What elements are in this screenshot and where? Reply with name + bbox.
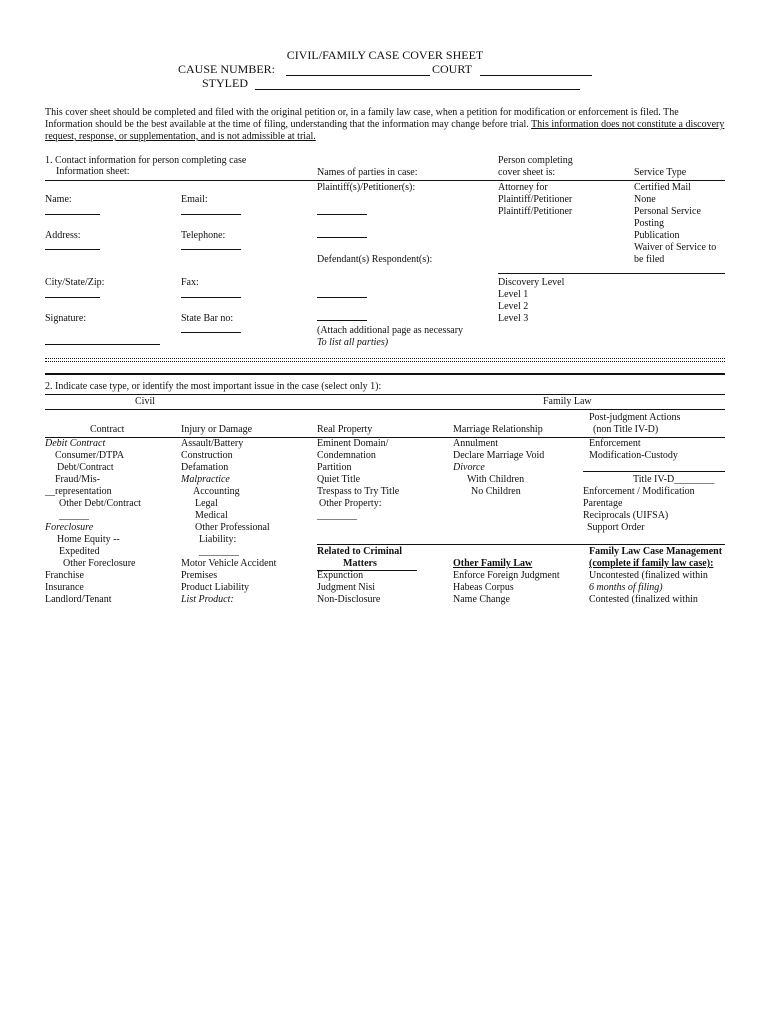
attach-note-2: To list all parties) [317,337,389,348]
list-item[interactable]: Partition [317,462,352,473]
list-item[interactable]: Divorce [453,462,485,473]
list-item[interactable]: Product Liability [181,582,250,593]
signature-field[interactable] [45,344,160,345]
telephone-field[interactable] [181,249,241,250]
list-item[interactable]: ________ [317,510,357,521]
plaintiff-field-2[interactable] [317,237,367,238]
defendants-label: Defendant(s) Respondent(s): [317,254,433,265]
marriage-title: Marriage Relationship [453,424,543,435]
other-family-heading: Other Family Law [453,558,533,569]
list-item[interactable]: Assault/Battery [181,438,244,449]
list-item[interactable]: Enforcement / Modification [583,486,695,497]
list-item[interactable]: Enforcement [589,438,641,449]
service-option[interactable]: be filed [634,254,665,265]
list-item[interactable]: Quiet Title [317,474,361,485]
case-mgmt-heading: Family Law Case Management [589,546,723,557]
plaintiff-field-1[interactable] [317,214,367,215]
list-item[interactable]: Support Order [587,522,645,533]
list-item[interactable]: Name Change [453,594,510,605]
post-judgment-list [589,438,678,462]
list-item[interactable]: Insurance [45,582,84,593]
list-item[interactable]: Consumer/DTPA [55,450,125,461]
family-heading: Family Law [543,396,592,407]
list-item[interactable]: Fraud/Mis- [55,474,100,485]
post-judgment-title: Post-judgment Actions [589,412,681,423]
name-field[interactable] [45,214,100,215]
service-option[interactable]: None [634,194,656,205]
list-item[interactable]: No Children [471,486,521,497]
dotted-separator [45,358,725,359]
discovery-option[interactable]: Level 1 [498,289,529,300]
civil-heading: Civil [135,396,156,407]
discovery-heading: Discovery Level [498,277,565,288]
list-item[interactable]: Reciprocals (UIFSA) [583,510,669,521]
styled-field[interactable] [255,89,580,90]
city-label: City/State/Zip: [45,277,105,288]
section2-heading: 2. Indicate case type, or identify the most important issue in the case (select only 1): [45,381,382,392]
list-item[interactable]: ________ [199,546,239,557]
list-item[interactable]: Parentage [583,498,623,509]
other-family-list [453,570,560,606]
list-item[interactable]: Construction [181,450,233,461]
list-item[interactable]: Expunction [317,570,364,581]
list-item[interactable]: Motor Vehicle Accident [181,558,277,569]
attach-note: (Attach additional page as necessary [317,325,464,336]
list-item[interactable]: Condemnation [317,450,376,461]
state-bar-label: State Bar no: [181,313,234,324]
list-item[interactable]: Annulment [453,438,498,449]
list-item[interactable]: Premises [181,570,218,581]
title-ivd-heading: Title IV-D________ [633,474,715,485]
list-item[interactable]: Foreclosure [45,522,94,533]
case-mgmt-heading-2: (complete if family law case): [589,558,714,569]
address-label: Address: [45,230,81,241]
list-item[interactable]: Home Equity -- [57,534,120,545]
service-options [634,182,716,266]
discovery-option[interactable]: Level 2 [498,301,529,312]
service-option[interactable]: Waiver of Service to [634,242,717,253]
cause-number-field[interactable] [286,75,430,76]
case-mgmt-list [589,570,708,606]
list-item[interactable]: Defamation [181,462,229,473]
list-item[interactable]: Other Foreclosure [63,558,136,569]
lower-rule [317,544,725,545]
list-item[interactable]: Trespass to Try Title [317,486,400,497]
state-bar-field[interactable] [181,332,241,333]
person-option[interactable]: Plaintiff/Petitioner [498,206,573,217]
signature-label: Signature: [45,313,87,324]
criminal-list [317,570,380,606]
plaintiffs-label: Plaintiff(s)/Petitioner(s): [317,182,416,193]
person-heading-2: cover sheet is: [498,167,556,178]
list-item[interactable]: Legal [195,498,218,509]
contract-title: Contract [90,424,125,435]
discovery-rule [498,273,725,274]
list-item[interactable]: Habeas Corpus [453,582,514,593]
telephone-label: Telephone: [181,230,226,241]
list-item[interactable]: Medical [195,510,228,521]
name-label: Name: [45,194,72,205]
list-item[interactable]: 6 months of filing) [589,582,663,593]
section-divider [45,373,725,375]
section2-rule [45,394,725,395]
person-option[interactable]: Plaintiff/Petitioner [498,194,573,205]
list-item[interactable]: Other Property: [319,498,382,509]
person-heading: Person completing [498,155,573,166]
court-field[interactable] [480,75,592,76]
discovery-option[interactable]: Level 3 [498,313,529,324]
email-field[interactable] [181,214,241,215]
contract-list [45,438,141,606]
list-item[interactable]: Expedited [59,546,100,557]
section1-rule [45,180,725,181]
post-judgment-title-2: (non Title IV-D) [593,424,659,435]
intro-paragraph [45,107,725,143]
page-title: CIVIL/FAMILY CASE COVER SHEET [286,48,484,62]
discovery-options [498,289,528,325]
list-item[interactable]: Franchise [45,570,84,581]
intro-text: This cover sheet should be completed and filed with the original petition or, in a family law case, when a petition for modification or enforcement is filed. The Information should be the best available at the time of filing, understanding that the information may change before trial. [45,107,679,130]
list-item[interactable]: Non-Disclosure [317,594,381,605]
list-item[interactable]: Other Debt/Contract [59,498,141,509]
list-item[interactable]: Modification-Custody [589,450,678,461]
list-item[interactable]: List Product: [181,594,234,605]
list-item[interactable]: Accounting [193,486,240,497]
list-item[interactable]: Debt/Contract [57,462,114,473]
person-options [498,182,572,218]
ivd-rule [583,471,725,472]
list-item[interactable]: Debit Contract [45,438,106,449]
styled-label: STYLED [202,76,248,90]
list-item[interactable]: Liability: [199,534,237,545]
injury-title: Injury or Damage [181,424,253,435]
intro-underlined: This information does not constitute a discovery request, response, or supplementation, and is not admissible at trial. [45,119,725,142]
list-item[interactable]: __representation [45,486,112,497]
list-item[interactable]: Other Professional [195,522,270,533]
email-label: Email: [181,194,208,205]
real-property-list [317,438,399,522]
list-item[interactable]: Judgment Nisi [317,582,376,593]
cause-number-label: CAUSE NUMBER: [178,62,276,76]
real-property-title: Real Property [317,424,373,435]
marriage-list [453,438,544,498]
list-item[interactable]: ______ [59,510,89,521]
list-item[interactable]: Eminent Domain/ [317,438,389,449]
list-item[interactable]: Contested (finalized within [589,594,698,605]
section2-rule-2 [45,409,725,410]
service-option[interactable]: Publication [634,230,680,241]
list-item[interactable]: Landlord/Tenant [45,594,112,605]
parties-heading: Names of parties in case: [317,167,418,178]
list-item[interactable]: Malpractice [181,474,230,485]
defendant-field-1[interactable] [317,297,367,298]
dotted-separator [45,361,725,362]
injury-list [181,438,276,606]
list-item[interactable]: Declare Marriage Void [453,450,545,461]
fax-label: Fax: [181,277,199,288]
service-heading: Service Type [634,167,687,178]
service-option[interactable]: Personal Service [634,206,701,217]
fax-field[interactable] [181,297,241,298]
list-item[interactable]: With Children [467,474,525,485]
court-label: COURT [432,62,472,76]
defendant-field-2[interactable] [317,320,367,321]
list-item[interactable]: Uncontested (finalized within [589,570,708,581]
person-option[interactable]: Attorney for [498,182,548,193]
address-field[interactable] [45,249,100,250]
service-option[interactable]: Posting [634,218,665,229]
city-field[interactable] [45,297,100,298]
criminal-heading: Related to Criminal [317,546,402,557]
ivd-list [583,486,695,534]
section1-heading: 1. Contact information for person completing case [45,155,247,166]
criminal-heading-2: Matters [343,558,377,569]
service-option[interactable]: Certified Mail [634,182,691,193]
list-item[interactable]: Enforce Foreign Judgment [453,570,560,581]
section1-heading-2: Information sheet: [56,166,130,177]
